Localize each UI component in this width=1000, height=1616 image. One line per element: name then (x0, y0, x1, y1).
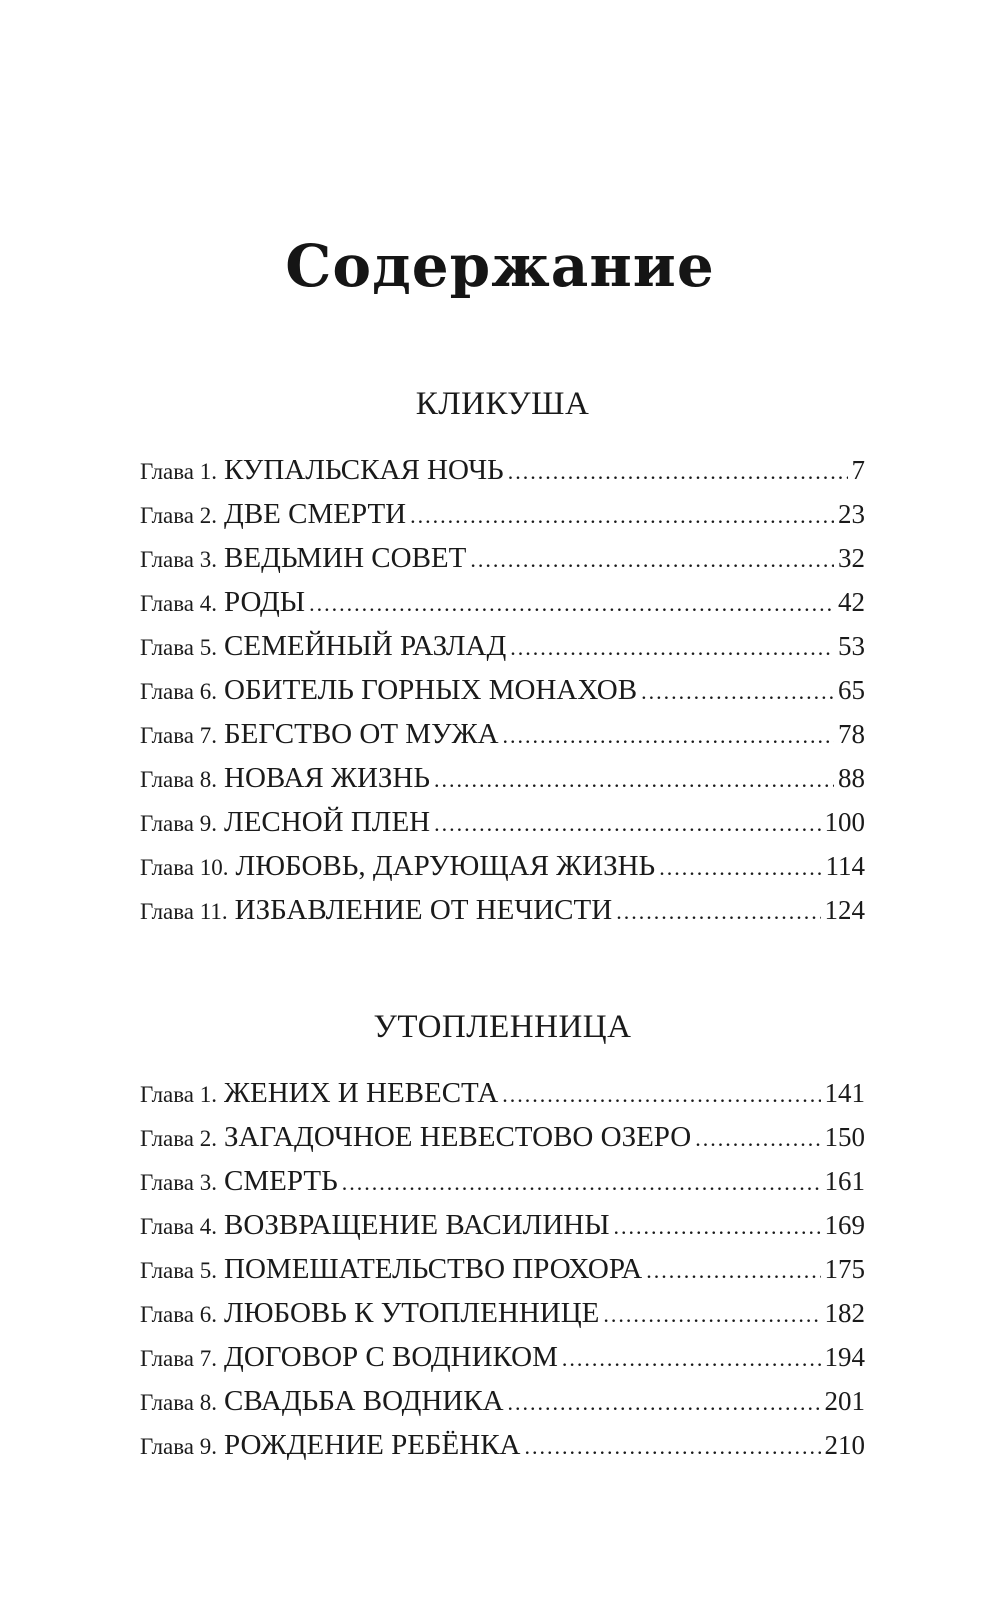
chapter-label: Глава 9. (140, 811, 218, 836)
chapter-label: Глава 1. (140, 1082, 218, 1107)
page-number: 114 (825, 851, 865, 881)
chapter-label: Глава 7. (140, 1346, 218, 1371)
page-number: 23 (838, 499, 865, 529)
dot-leader (562, 1337, 821, 1381)
toc-entry[interactable] (140, 624, 865, 668)
toc-entry[interactable] (140, 1203, 865, 1247)
dot-leader (434, 802, 820, 846)
chapter-title: ЛЮБОВЬ, ДАРУЮЩАЯ ЖИЗНЬ (235, 850, 656, 882)
chapter-label: Глава 2. (140, 1126, 218, 1151)
page-number: 161 (824, 1166, 865, 1196)
chapter-label: Глава 6. (140, 679, 218, 704)
page-number: 100 (824, 807, 865, 837)
chapter-label: Глава 8. (140, 1390, 218, 1415)
dot-leader (503, 714, 834, 758)
chapter-title: ОБИТЕЛЬ ГОРНЫХ МОНАХОВ (224, 674, 638, 706)
dot-leader (614, 1205, 821, 1249)
chapter-title: РОЖДЕНИЕ РЕБЁНКА (224, 1429, 521, 1461)
chapter-title: ВЕДЬМИН СОВЕТ (224, 542, 467, 574)
chapter-label: Глава 4. (140, 591, 218, 616)
chapter-label: Глава 11. (140, 899, 228, 924)
toc-entry[interactable] (140, 1423, 865, 1467)
dot-leader (502, 1073, 820, 1117)
chapter-title: СВАДЬБА ВОДНИКА (224, 1385, 504, 1417)
chapter-label: Глава 3. (140, 547, 218, 572)
toc-entry[interactable] (140, 1291, 865, 1335)
toc-entry[interactable] (140, 1379, 865, 1423)
chapter-title: НОВАЯ ЖИЗНЬ (224, 762, 431, 794)
page-number: 169 (824, 1210, 865, 1240)
page-number: 141 (824, 1078, 865, 1108)
chapter-title: БЕГСТВО ОТ МУЖА (224, 718, 499, 750)
dot-leader (410, 494, 834, 538)
dot-leader (659, 846, 821, 890)
chapter-label: Глава 5. (140, 635, 218, 660)
page-number: 194 (824, 1342, 865, 1372)
chapter-title: СЕМЕЙНЫЙ РАЗЛАД (224, 630, 507, 662)
page-number: 65 (838, 675, 865, 705)
page-number: 88 (838, 763, 865, 793)
toc-entry[interactable] (140, 712, 865, 756)
part-kclikusha (140, 384, 865, 932)
part-heading: УТОПЛЕННИЦА (373, 1009, 632, 1045)
dot-leader (695, 1117, 820, 1161)
toc-entry[interactable] (140, 1247, 865, 1291)
chapter-title: ЖЕНИХ И НЕВЕСТА (224, 1077, 499, 1109)
part-utoplennitsa (140, 1007, 865, 1467)
toc-entry[interactable] (140, 844, 865, 888)
chapter-label: Глава 5. (140, 1258, 218, 1283)
page-number: 201 (824, 1386, 865, 1416)
chapter-list (140, 448, 865, 932)
toc-entry[interactable] (140, 1335, 865, 1379)
chapter-title: ЗАГАДОЧНОЕ НЕВЕСТОВО ОЗЕРО (224, 1121, 692, 1153)
page-number: 42 (838, 587, 865, 617)
part-heading: КЛИКУША (415, 386, 590, 422)
chapter-title: ИЗБАВЛЕНИЕ ОТ НЕЧИСТИ (234, 894, 613, 926)
page-number: 124 (824, 895, 865, 925)
chapter-title: КУПАЛЬСКАЯ НОЧЬ (224, 454, 504, 486)
chapter-label: Глава 2. (140, 503, 218, 528)
chapter-label: Глава 4. (140, 1214, 218, 1239)
chapter-label: Глава 10. (140, 855, 229, 880)
dot-leader (434, 758, 834, 802)
chapter-list (140, 1071, 865, 1467)
page-number: 150 (824, 1122, 865, 1152)
toc-entry[interactable] (140, 668, 865, 712)
toc-entry[interactable] (140, 800, 865, 844)
page-number: 182 (824, 1298, 865, 1328)
page-number: 53 (838, 631, 865, 661)
chapter-label: Глава 3. (140, 1170, 218, 1195)
page-number: 7 (851, 455, 865, 485)
dot-leader (508, 1381, 821, 1425)
toc-entry[interactable] (140, 492, 865, 536)
page-number: 32 (838, 543, 865, 573)
chapter-label: Глава 9. (140, 1434, 218, 1459)
toc-entry[interactable] (140, 580, 865, 624)
chapter-label: Глава 7. (140, 723, 218, 748)
chapter-label: Глава 1. (140, 459, 218, 484)
toc-entry[interactable] (140, 1159, 865, 1203)
dot-leader (641, 670, 834, 714)
page-number: 175 (824, 1254, 865, 1284)
dot-leader (342, 1161, 821, 1205)
chapter-title: ЛЮБОВЬ К УТОПЛЕННИЦЕ (224, 1297, 600, 1329)
toc-entry[interactable] (140, 1071, 865, 1115)
page-title: Содержание (285, 232, 715, 300)
chapter-title: ДВЕ СМЕРТИ (224, 498, 407, 530)
chapter-title: СМЕРТЬ (224, 1165, 338, 1197)
toc-entry[interactable] (140, 888, 865, 932)
page-number: 78 (838, 719, 865, 749)
dot-leader (603, 1293, 820, 1337)
dot-leader (510, 626, 834, 670)
chapter-title: ВОЗВРАЩЕНИЕ ВАСИЛИНЫ (224, 1209, 610, 1241)
toc-entry[interactable] (140, 1115, 865, 1159)
dot-leader (646, 1249, 820, 1293)
page-number: 210 (824, 1430, 865, 1460)
toc-entry[interactable] (140, 756, 865, 800)
toc-entry[interactable] (140, 536, 865, 580)
chapter-title: ЛЕСНОЙ ПЛЕН (224, 806, 431, 838)
dot-leader (309, 582, 834, 626)
chapter-label: Глава 8. (140, 767, 218, 792)
chapter-title: ДОГОВОР С ВОДНИКОМ (224, 1341, 558, 1373)
dot-leader (470, 538, 834, 582)
chapter-label: Глава 6. (140, 1302, 218, 1327)
chapter-title: ПОМЕШАТЕЛЬСТВО ПРОХОРА (224, 1253, 643, 1285)
dot-leader (616, 890, 820, 934)
toc-entry[interactable] (140, 448, 865, 492)
chapter-title: РОДЫ (224, 586, 306, 618)
dot-leader (508, 450, 848, 494)
dot-leader (525, 1425, 821, 1469)
